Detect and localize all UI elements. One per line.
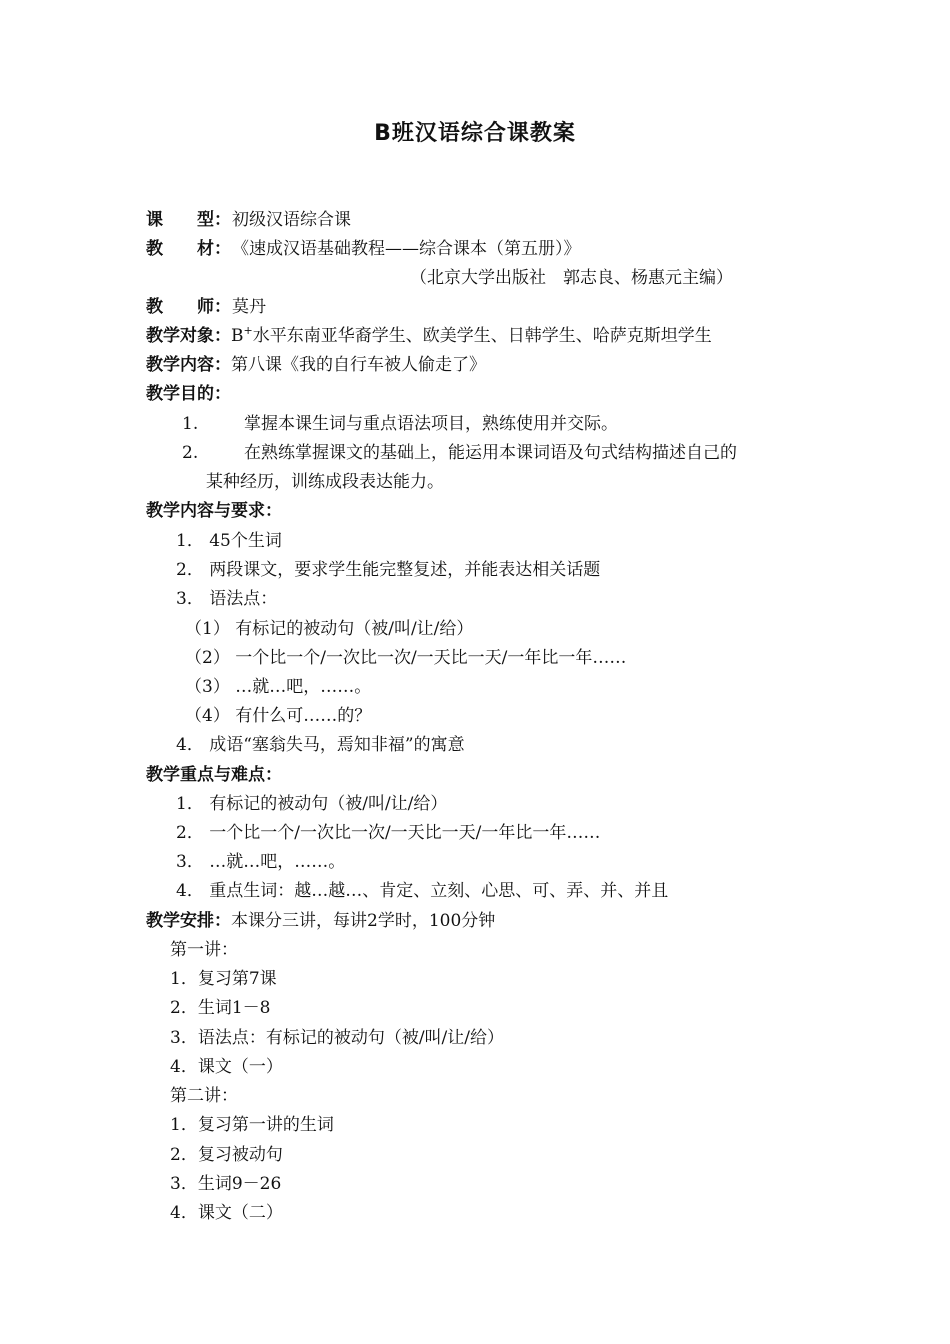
requirement-item: 4． 成语“塞翁失马，焉知非福”的寓意 <box>176 735 465 755</box>
grammar-point-item: （2） 一个比一个/一次比一次/一天比一天/一年比一年…… <box>185 648 627 668</box>
lecture-title: 第一讲： <box>170 940 238 960</box>
grammar-point-item: （4） 有什么可……的？ <box>185 706 372 726</box>
lecture-item: 2．复习被动句 <box>170 1145 283 1165</box>
lecture-title: 第二讲： <box>170 1086 238 1106</box>
lecture-item: 3．生词9－26 <box>170 1174 282 1194</box>
goal-item: 1. 掌握本课生词与重点语法项目，熟练使用并交际。 <box>182 414 618 434</box>
audience-label: 教学对象： <box>146 326 231 346</box>
lecture-item: 1．复习第7课 <box>170 969 277 989</box>
lecture-item: 4．课文（二） <box>170 1203 283 1223</box>
schedule-label: 教学安排： <box>146 911 231 931</box>
goals-heading: 教学目的： <box>146 384 231 404</box>
grammar-point-item: （3） …就…吧，……。 <box>185 677 372 697</box>
key-point-item: 3． …就…吧，……。 <box>176 852 346 872</box>
schedule-summary: 本课分三讲，每讲2学时，100分钟 <box>231 911 496 931</box>
goal-item: 2. 在熟练掌握课文的基础上，能运用本课词语及句式结构描述自己的 <box>182 443 737 463</box>
requirement-item: 1． 45个生词 <box>176 531 282 551</box>
lecture-item: 2．生词1－8 <box>170 998 271 1018</box>
requirements-heading: 教学内容与要求： <box>146 501 282 521</box>
teacher-line <box>146 295 266 319</box>
grammar-point-item: （1） 有标记的被动句（被/叫/让/给） <box>185 619 474 639</box>
key-point-item: 1． 有标记的被动句（被/叫/让/给） <box>176 794 448 814</box>
course-type-label: 课 型： <box>146 210 231 230</box>
textbook-line <box>146 237 581 261</box>
audience-value: 水平东南亚华裔学生、欧美学生、日韩学生、哈萨克斯坦学生 <box>252 326 712 346</box>
audience-level: B+ <box>231 324 253 346</box>
schedule-line <box>146 909 495 933</box>
key-point-item: 2． 一个比一个/一次比一次/一天比一天/一年比一年…… <box>176 823 601 843</box>
lecture-item: 4．课文（一） <box>170 1057 283 1077</box>
requirement-item: 2． 两段课文，要求学生能完整复述，并能表达相关话题 <box>176 560 601 580</box>
course-type-value: 初级汉语综合课 <box>232 210 351 230</box>
key-point-item: 4． 重点生词：越…越…、肯定、立刻、心思、可、弄、并、并且 <box>176 881 669 901</box>
course-type-line <box>146 208 351 232</box>
content-line <box>146 353 486 377</box>
textbook-label: 教 材： <box>146 239 231 259</box>
lecture-item: 3．语法点：有标记的被动句（被/叫/让/给） <box>170 1028 504 1048</box>
content-label: 教学内容： <box>146 355 231 375</box>
requirement-item: 3． 语法点： <box>176 589 278 609</box>
teacher-value: 莫丹 <box>232 297 266 317</box>
goal-item-continuation: 某种经历，训练成段表达能力。 <box>206 472 444 492</box>
content-value: 第八课《我的自行车被人偷走了》 <box>231 355 486 375</box>
lecture-item: 1．复习第一讲的生词 <box>170 1115 334 1135</box>
key-points-heading: 教学重点与难点： <box>146 765 282 785</box>
teacher-label: 教 师： <box>146 297 231 317</box>
audience-line <box>146 324 712 348</box>
textbook-value: 《速成汉语基础教程——综合课本（第五册）》 <box>232 239 581 259</box>
textbook-source: （北京大学出版社 郭志良、杨惠元主编） <box>410 268 733 288</box>
document-title: B班汉语综合课教案 <box>374 121 576 146</box>
